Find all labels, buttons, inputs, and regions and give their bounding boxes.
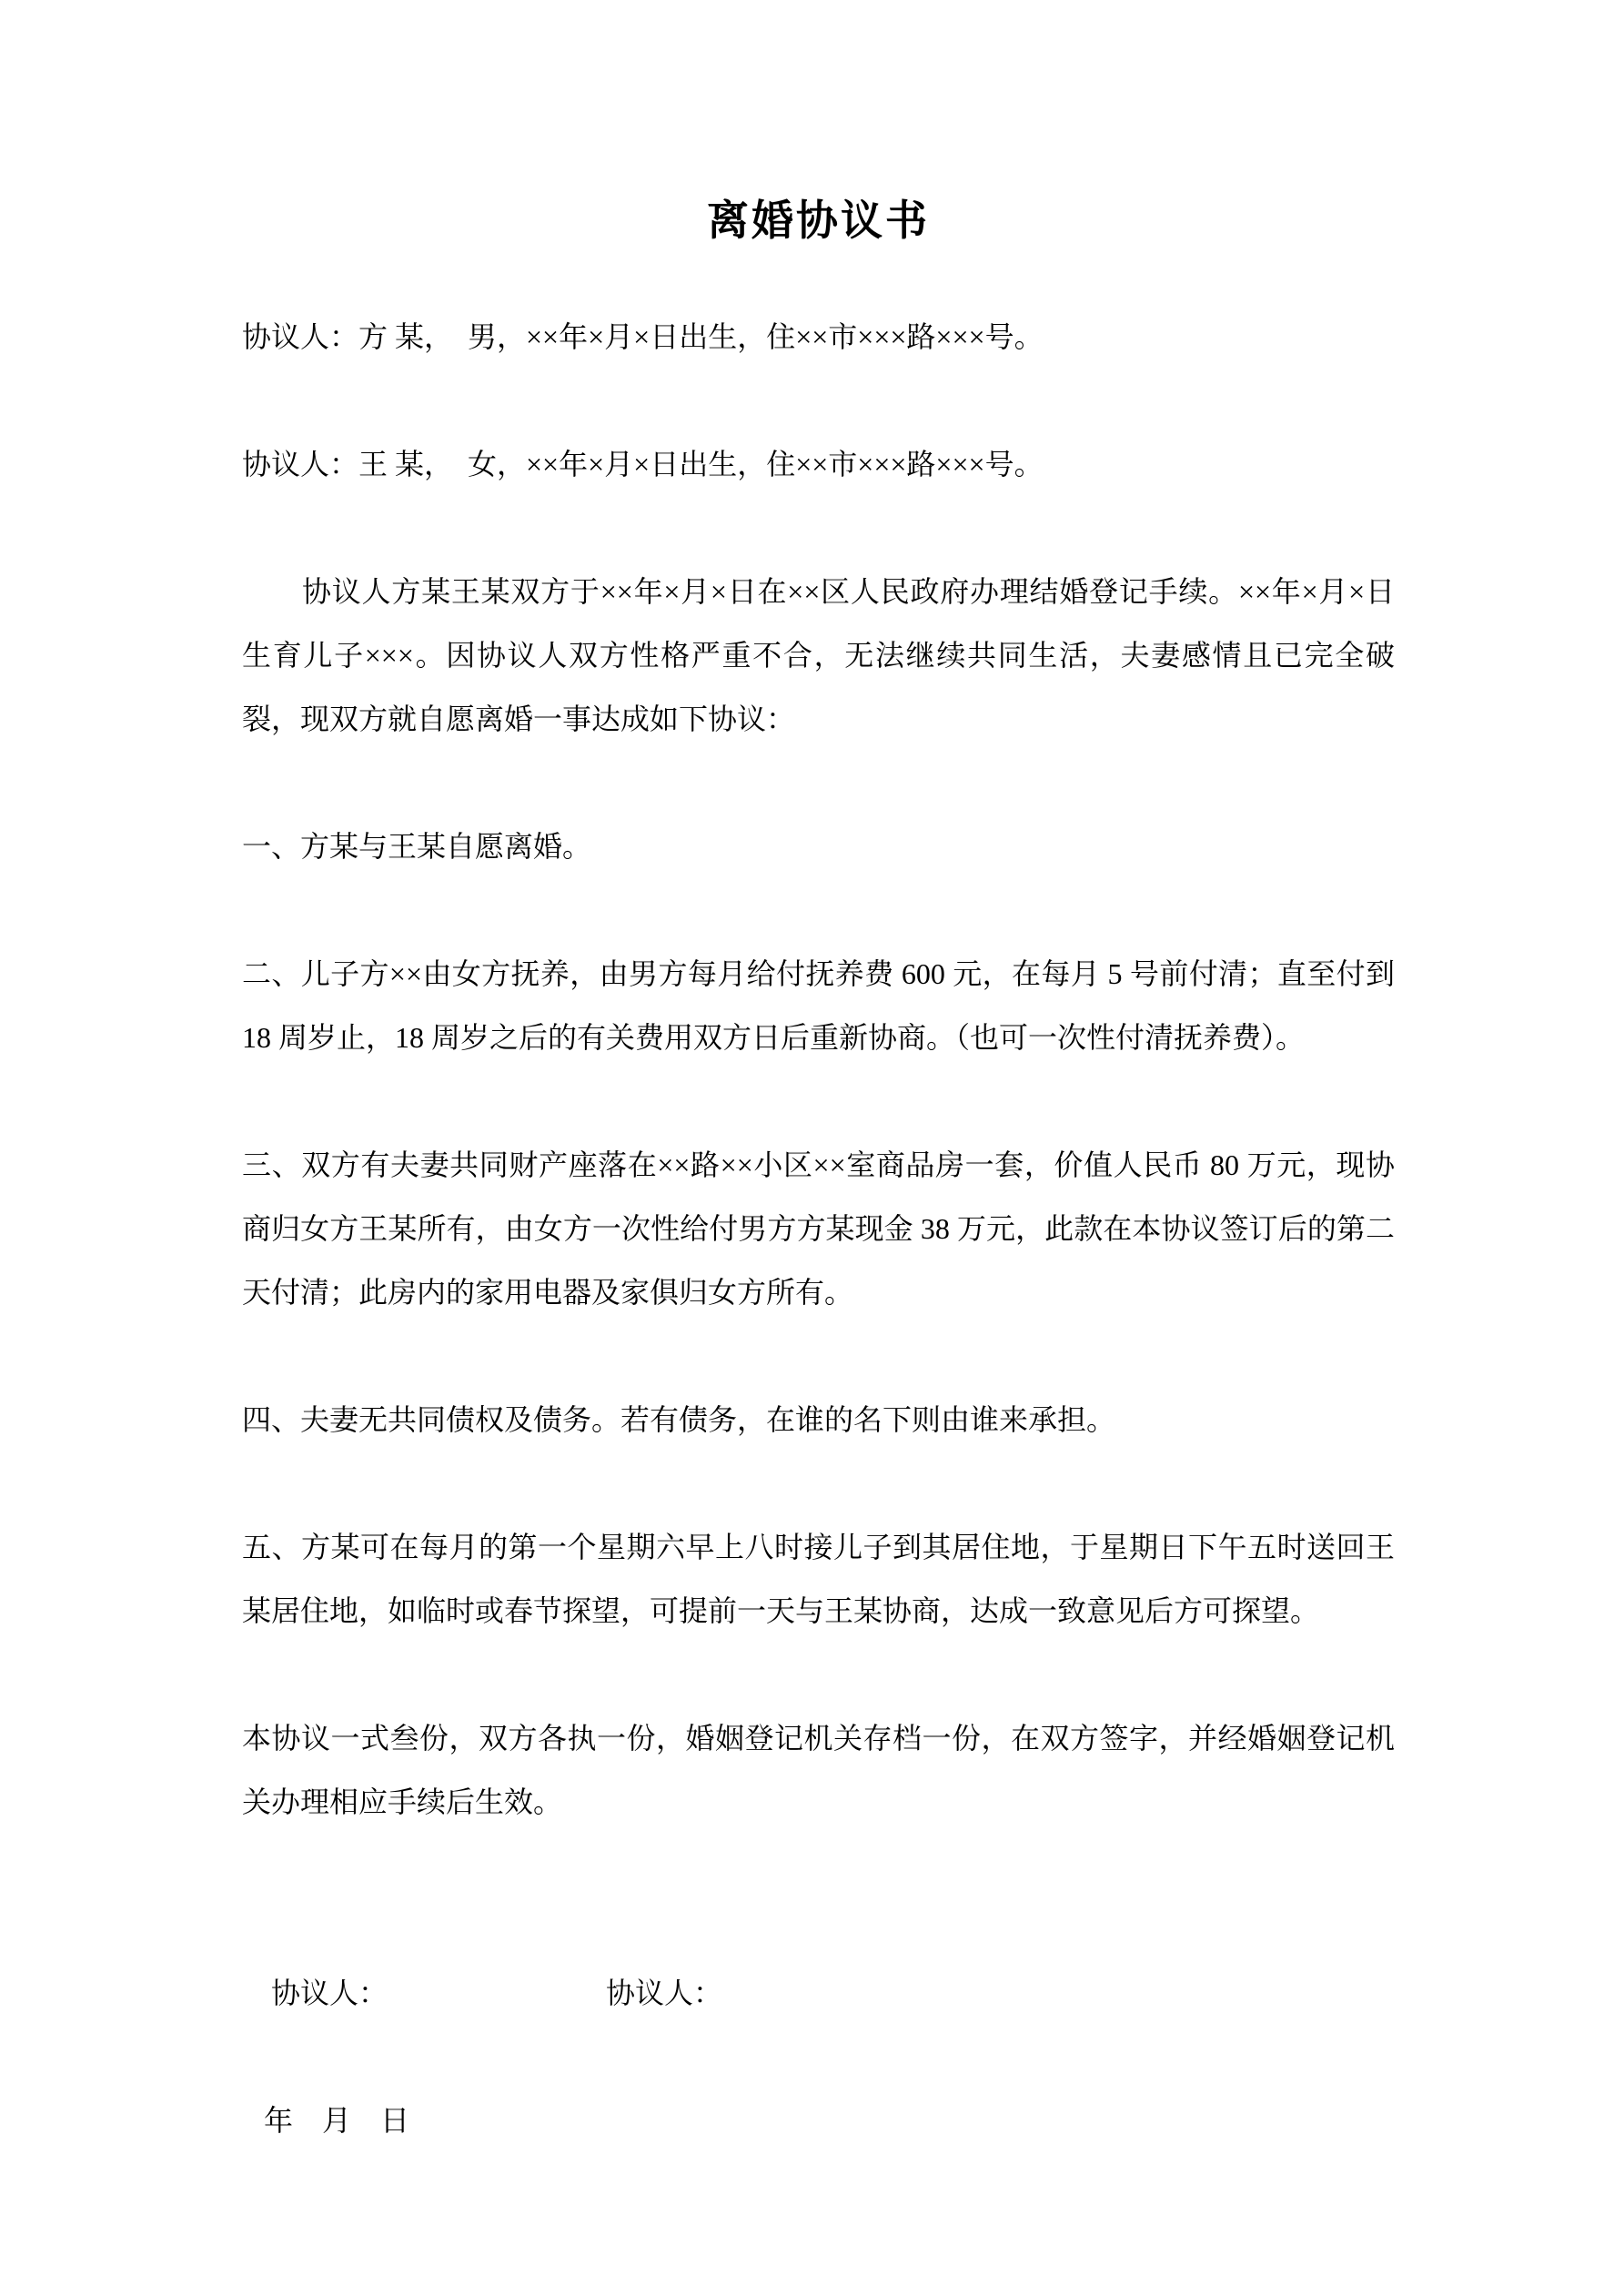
paragraph-copies-effectiveness: 本协议一式叁份，双方各执一份，婚姻登记机关存档一份，在双方签字，并经婚姻登记机关办理相应手续后生效。 — [242, 1722, 1395, 1818]
signature-line — [242, 1897, 1395, 2089]
paragraph-party-b: 协议人：王 某， 女，××年×月×日出生，住××市×××路×××号。 — [242, 448, 1044, 480]
signature-party-b-label: 协议人： — [606, 1977, 723, 2009]
paragraph-preamble: 协议人方某王某双方于××年×月×日在××区人民政府办理结婚登记手续。××年×月×日生育儿子×××。因协议人双方性格严重不合，无法继续共同生活，夫妻感情且已完全破裂，现双方就自愿离婚一事达成如下协议： — [242, 575, 1395, 735]
signature-party-a-label: 协议人： — [271, 1977, 388, 2009]
clause-5-visitation: 五、方某可在每月的第一个星期六早上八时接儿子到其居住地，于星期日下午五时送回王某居住地，如临时或春节探望，可提前一天与王某协商，达成一致意见后方可探望。 — [242, 1531, 1395, 1627]
signature-date-line: 年 月 日 — [264, 2104, 410, 2137]
clause-1-voluntary-divorce: 一、方某与王某自愿离婚。 — [242, 830, 592, 863]
paragraph-party-a: 协议人：方 某， 男，××年×月×日出生，住××市×××路×××号。 — [242, 320, 1044, 353]
document-title: 离婚协议书 — [707, 197, 930, 244]
clause-4-debts: 四、夫妻无共同债权及债务。若有债务，在谁的名下则由谁来承担。 — [242, 1403, 1116, 1436]
clause-3-property-division: 三、双方有夫妻共同财产座落在××路××小区××室商品房一套，价值人民币 80 万元，现协商归女方王某所有，由女方一次性给付男方方某现金 38 万元，此款在本协议签订后的第二天付清；此房内的家用电器及家俱归女方所有。 — [242, 1148, 1395, 1309]
clause-2-child-support: 二、儿子方××由女方抚养，由男方每月给付抚养费 600 元，在每月 5 号前付清；直至付到 18 周岁止，18 周岁之后的有关费用双方日后重新协商。（也可一次性付清抚养费）。 — [242, 957, 1402, 1054]
